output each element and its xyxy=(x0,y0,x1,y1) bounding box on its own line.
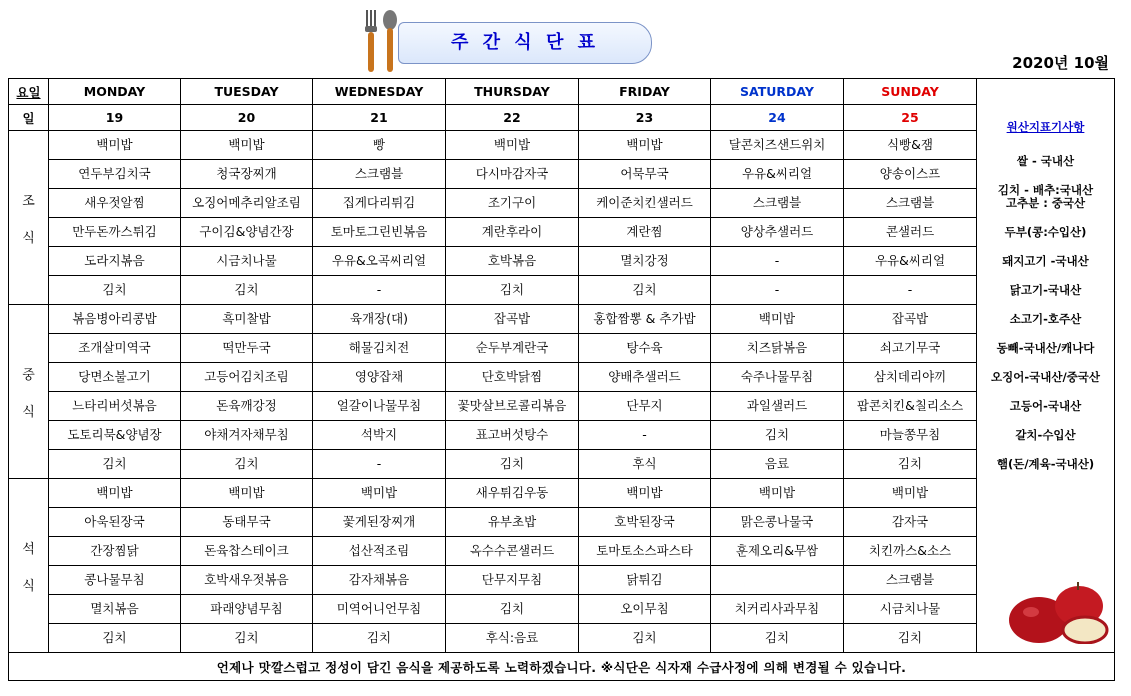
table-row xyxy=(9,218,1115,247)
menu-cell: - xyxy=(711,247,844,276)
menu-cell: 쇠고기무국 xyxy=(844,334,977,363)
menu-cell: 김치 xyxy=(844,450,977,479)
date-header-row xyxy=(9,105,1115,131)
menu-cell: 김치 xyxy=(579,624,711,653)
menu-cell: 케이준치킨샐러드 xyxy=(579,189,711,218)
origin-item xyxy=(979,155,1112,168)
menu-cell: 양송이스프 xyxy=(844,160,977,189)
page-header xyxy=(0,0,1131,78)
menu-cell: 호박된장국 xyxy=(579,508,711,537)
day-tuesday: TUESDAY xyxy=(181,79,313,105)
menu-cell: 백미밥 xyxy=(181,479,313,508)
menu-cell: 우유&씨리얼 xyxy=(844,247,977,276)
origin-item xyxy=(979,400,1112,413)
menu-cell: 유부초밥 xyxy=(446,508,579,537)
menu-cell: 육개장(대) xyxy=(313,305,446,334)
menu-cell: 김치 xyxy=(446,595,579,624)
table-row xyxy=(9,160,1115,189)
origin-line: 김치 - 배추:국내산 xyxy=(997,183,1094,197)
day-header-row xyxy=(9,79,1115,105)
menu-cell: 단호박닭찜 xyxy=(446,363,579,392)
menu-cell: 파래양념무침 xyxy=(181,595,313,624)
menu-cell: 토마토소스파스타 xyxy=(579,537,711,566)
menu-cell: 백미밥 xyxy=(844,479,977,508)
menu-cell: 팝콘치킨&칠리소스 xyxy=(844,392,977,421)
menu-cell: 단무지무침 xyxy=(446,566,579,595)
menu-cell: 김치 xyxy=(49,276,181,305)
menu-cell: 섭산적조림 xyxy=(313,537,446,566)
day-label: 요일 xyxy=(9,79,49,105)
menu-cell: 다시마감자국 xyxy=(446,160,579,189)
menu-cell: 시금치나물 xyxy=(181,247,313,276)
menu-cell: 삼치데리야끼 xyxy=(844,363,977,392)
origin-item xyxy=(979,313,1112,326)
origin-item xyxy=(979,284,1112,297)
menu-cell: 잡곡밥 xyxy=(844,305,977,334)
menu-cell: 호박볶음 xyxy=(446,247,579,276)
menu-cell: 떡만두국 xyxy=(181,334,313,363)
menu-cell: 꽃맛살브로콜리볶음 xyxy=(446,392,579,421)
menu-cell: 닭튀김 xyxy=(579,566,711,595)
table-row xyxy=(9,131,1115,160)
menu-cell xyxy=(711,566,844,595)
meal-label xyxy=(9,131,49,305)
day-monday: MONDAY xyxy=(49,79,181,105)
menu-cell: 백미밥 xyxy=(49,479,181,508)
menu-cell: 우유&씨리얼 xyxy=(711,160,844,189)
menu-cell: 김치 xyxy=(844,624,977,653)
menu-cell: 빵 xyxy=(313,131,446,160)
menu-cell: 김치 xyxy=(49,450,181,479)
origin-item xyxy=(979,342,1112,355)
origin-line: 고추분 : 중국산 xyxy=(1005,196,1086,210)
menu-cell: 연두부김치국 xyxy=(49,160,181,189)
menu-cell: 백미밥 xyxy=(313,479,446,508)
menu-cell: 스크램블 xyxy=(844,189,977,218)
table-row xyxy=(9,247,1115,276)
menu-cell: - xyxy=(313,276,446,305)
menu-cell: 야채겨자채무침 xyxy=(181,421,313,450)
table-row xyxy=(9,479,1115,508)
table-row xyxy=(9,595,1115,624)
date-thursday: 22 xyxy=(446,105,579,131)
date-label: 일 xyxy=(9,105,49,131)
menu-cell: 백미밥 xyxy=(181,131,313,160)
menu-cell: 돈육깨강정 xyxy=(181,392,313,421)
footer-row xyxy=(9,653,1115,681)
menu-cell: 김치 xyxy=(579,276,711,305)
menu-cell: 볶음병아리콩밥 xyxy=(49,305,181,334)
menu-cell: 영양잡채 xyxy=(313,363,446,392)
menu-cell: 백미밥 xyxy=(49,131,181,160)
menu-cell: 감자국 xyxy=(844,508,977,537)
origin-item xyxy=(979,184,1112,210)
menu-cell: 달콘치즈샌드위치 xyxy=(711,131,844,160)
table-row xyxy=(9,624,1115,653)
origin-item xyxy=(979,371,1112,384)
menu-cell: 구이김&양념간장 xyxy=(181,218,313,247)
menu-cell: 단무지 xyxy=(579,392,711,421)
origin-line: 소고기-호주산 xyxy=(1009,312,1082,326)
meal-label xyxy=(9,305,49,479)
menu-cell: 김치 xyxy=(181,276,313,305)
menu-cell: 조기구이 xyxy=(446,189,579,218)
menu-cell: 돈육찹스테이크 xyxy=(181,537,313,566)
date-tuesday: 20 xyxy=(181,105,313,131)
menu-cell: 잡곡밥 xyxy=(446,305,579,334)
origin-title: 원산지표기사항 xyxy=(1006,120,1085,134)
day-saturday: SATURDAY xyxy=(711,79,844,105)
origin-line: 두부(콩:수입산) xyxy=(1004,225,1087,239)
menu-cell: 간장찜닭 xyxy=(49,537,181,566)
menu-cell: 토마토그린빈볶음 xyxy=(313,218,446,247)
menu-cell: 해물김치전 xyxy=(313,334,446,363)
menu-cell: 치즈닭볶음 xyxy=(711,334,844,363)
menu-cell: 치킨까스&소스 xyxy=(844,537,977,566)
menu-cell: - xyxy=(711,276,844,305)
menu-cell: 오징어메추리알조림 xyxy=(181,189,313,218)
menu-cell: - xyxy=(313,450,446,479)
day-thursday: THURSDAY xyxy=(446,79,579,105)
menu-cell: 콩나물무침 xyxy=(49,566,181,595)
table-row xyxy=(9,363,1115,392)
origin-item xyxy=(979,255,1112,268)
page-title: 주 간 식 단 표 xyxy=(450,32,599,53)
menu-cell: 후식 xyxy=(579,450,711,479)
menu-cell: 치커리사과무침 xyxy=(711,595,844,624)
meal-label-char: 식 xyxy=(22,578,35,594)
menu-cell: 멸치볶음 xyxy=(49,595,181,624)
table-row xyxy=(9,508,1115,537)
menu-cell: 김치 xyxy=(181,450,313,479)
menu-cell: 백미밥 xyxy=(446,131,579,160)
table-row xyxy=(9,276,1115,305)
menu-cell: 아욱된장국 xyxy=(49,508,181,537)
menu-cell: 스크램블 xyxy=(711,189,844,218)
origin-line: 돼지고기 -국내산 xyxy=(1002,254,1089,268)
menu-cell: 호박새우젓볶음 xyxy=(181,566,313,595)
menu-cell: 김치 xyxy=(446,450,579,479)
menu-cell: 집게다리튀김 xyxy=(313,189,446,218)
menu-cell: 맑은콩나물국 xyxy=(711,508,844,537)
menu-cell: 김치 xyxy=(446,276,579,305)
menu-cell: 마늘쫑무침 xyxy=(844,421,977,450)
footer-note: 언제나 맛깔스럽고 정성이 담긴 음식을 제공하도록 노력하겠습니다. ※식단은 식자재 수급사정에 의해 변경될 수 있습니다. xyxy=(9,653,1115,681)
menu-cell: 탕수육 xyxy=(579,334,711,363)
table-row xyxy=(9,334,1115,363)
month-label: 2020년 10월 xyxy=(1012,54,1109,72)
table-row xyxy=(9,450,1115,479)
date-monday: 19 xyxy=(49,105,181,131)
menu-cell: 동태무국 xyxy=(181,508,313,537)
table-row xyxy=(9,392,1115,421)
menu-cell: 도라지볶음 xyxy=(49,247,181,276)
menu-cell: 백미밥 xyxy=(579,479,711,508)
day-friday: FRIDAY xyxy=(579,79,711,105)
origin-line: 쌀 - 국내산 xyxy=(1016,154,1075,168)
menu-cell: 석박지 xyxy=(313,421,446,450)
table-row xyxy=(9,189,1115,218)
menu-cell: 김치 xyxy=(313,624,446,653)
menu-cell: 청국장찌개 xyxy=(181,160,313,189)
meal-label-char: 조 xyxy=(22,193,35,209)
origin-line: 갈치-수입산 xyxy=(1015,428,1076,442)
menu-cell: 양배추샐러드 xyxy=(579,363,711,392)
meal-label-char: 중 xyxy=(22,367,35,383)
menu-cell: 감자채볶음 xyxy=(313,566,446,595)
menu-cell: 과일샐러드 xyxy=(711,392,844,421)
origin-item xyxy=(979,226,1112,239)
menu-cell: 콘샐러드 xyxy=(844,218,977,247)
day-sunday: SUNDAY xyxy=(844,79,977,105)
menu-cell: 계란후라이 xyxy=(446,218,579,247)
meal-label-char: 식 xyxy=(22,230,35,246)
title-banner xyxy=(398,22,652,64)
menu-cell: 훈제오리&무쌈 xyxy=(711,537,844,566)
menu-cell: 얼갈이나물무침 xyxy=(313,392,446,421)
day-wednesday: WEDNESDAY xyxy=(313,79,446,105)
menu-cell: 우유&오곡씨리얼 xyxy=(313,247,446,276)
menu-cell: 어묵무국 xyxy=(579,160,711,189)
table-row xyxy=(9,421,1115,450)
menu-cell: 후식:음료 xyxy=(446,624,579,653)
origin-item xyxy=(979,429,1112,442)
table-row xyxy=(9,566,1115,595)
origin-info-panel xyxy=(977,79,1115,653)
menu-cell: 백미밥 xyxy=(711,305,844,334)
menu-cell: 음료 xyxy=(711,450,844,479)
menu-cell: 고등어김치조림 xyxy=(181,363,313,392)
meal-label-char: 식 xyxy=(22,404,35,420)
origin-item xyxy=(979,458,1112,471)
origin-line: 닭고기-국내산 xyxy=(1009,283,1082,297)
menu-cell: 스크램블 xyxy=(313,160,446,189)
menu-cell: 백미밥 xyxy=(711,479,844,508)
menu-cell: 느타리버섯볶음 xyxy=(49,392,181,421)
menu-cell: 김치 xyxy=(49,624,181,653)
menu-cell: 홍합짬뽕 & 추가밥 xyxy=(579,305,711,334)
menu-cell: - xyxy=(844,276,977,305)
table-row xyxy=(9,537,1115,566)
menu-cell: 새우튀김우동 xyxy=(446,479,579,508)
menu-cell: 순두부계란국 xyxy=(446,334,579,363)
menu-cell: 숙주나물무침 xyxy=(711,363,844,392)
date-wednesday: 21 xyxy=(313,105,446,131)
date-sunday: 25 xyxy=(844,105,977,131)
menu-cell: 김치 xyxy=(711,421,844,450)
menu-cell: 양상추샐러드 xyxy=(711,218,844,247)
menu-cell: 백미밥 xyxy=(579,131,711,160)
menu-cell: 흑미찰밥 xyxy=(181,305,313,334)
menu-cell: 계란찜 xyxy=(579,218,711,247)
menu-cell: 시금치나물 xyxy=(844,595,977,624)
menu-cell: 식빵&잼 xyxy=(844,131,977,160)
menu-cell: 김치 xyxy=(711,624,844,653)
menu-cell: 꽃게된장찌개 xyxy=(313,508,446,537)
menu-cell: 조개살미역국 xyxy=(49,334,181,363)
date-saturday: 24 xyxy=(711,105,844,131)
meal-label xyxy=(9,479,49,653)
apple-icon xyxy=(1005,580,1109,644)
origin-line: 햄(돈/계육-국내산) xyxy=(996,457,1095,471)
menu-cell: 옥수수콘샐러드 xyxy=(446,537,579,566)
menu-cell: - xyxy=(579,421,711,450)
origin-line: 동빼-국내산/캐나다 xyxy=(996,341,1095,355)
table-row xyxy=(9,305,1115,334)
menu-cell: 오이무침 xyxy=(579,595,711,624)
weekly-menu-table xyxy=(8,78,1115,681)
origin-line: 오징어-국내산/중국산 xyxy=(991,370,1100,384)
menu-cell: 표고버섯탕수 xyxy=(446,421,579,450)
date-friday: 23 xyxy=(579,105,711,131)
menu-cell: 도토리묵&양념장 xyxy=(49,421,181,450)
menu-cell: 스크램블 xyxy=(844,566,977,595)
meal-label-char: 석 xyxy=(22,541,35,557)
menu-cell: 멸치강정 xyxy=(579,247,711,276)
menu-cell: 만두돈까스튀김 xyxy=(49,218,181,247)
menu-cell: 새우젓알찜 xyxy=(49,189,181,218)
menu-cell: 당면소불고기 xyxy=(49,363,181,392)
menu-cell: 김치 xyxy=(181,624,313,653)
menu-cell: 미역어니언무침 xyxy=(313,595,446,624)
origin-line: 고등어-국내산 xyxy=(1009,399,1082,413)
